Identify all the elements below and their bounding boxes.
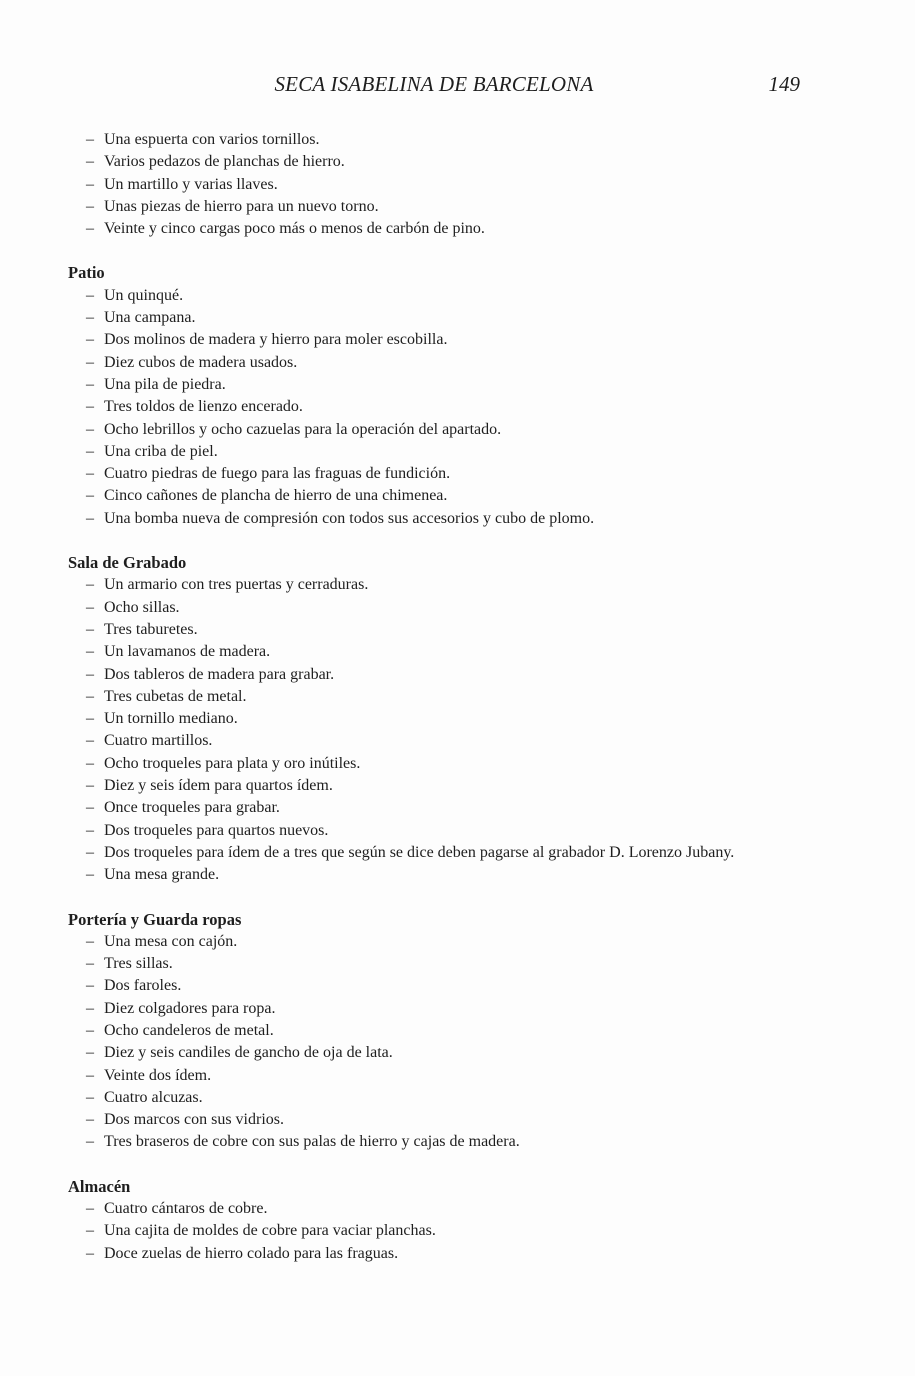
section-title: Almacén [68,1176,131,1196]
list-item-text: Once troqueles para grabar. [104,799,280,817]
list-item-text: Ocho troqueles para plata y oro inútiles. [104,754,361,772]
dash-bullet: – [86,866,94,884]
list-item [68,441,828,463]
dash-bullet: – [86,353,94,371]
list-item-text: Tres sillas. [104,955,173,973]
dash-bullet: – [86,1111,94,1129]
dash-bullet: – [86,620,94,638]
list-item [68,597,828,619]
dash-bullet: – [86,777,94,795]
list-item-text: Veinte y cinco cargas poco más o menos de carbón de pino. [104,220,485,238]
list-item [68,196,828,218]
dash-bullet: – [86,843,94,861]
list-item-text: Una pila de piedra. [104,375,226,393]
list-item-text: Veinte dos ídem. [104,1066,212,1084]
list-item-text: Cinco cañones de plancha de hierro de una chimenea. [104,487,448,505]
list-item-text: Dos marcos con sus vidrios. [104,1111,284,1129]
list-item-text: Diez cubos de madera usados. [104,353,298,371]
list-item [68,574,828,596]
list-item-text: Una campana. [104,309,196,327]
dash-bullet: – [86,1200,94,1218]
section-title: Portería y Guarda ropas [68,909,242,929]
list-item [68,352,828,374]
list-item [68,1042,828,1064]
list-item [68,1020,828,1042]
list-item [68,285,828,307]
dash-bullet: – [86,1066,94,1084]
running-head [68,72,800,102]
list-item [68,1131,828,1153]
list-item-text: Diez colgadores para ropa. [104,999,276,1017]
list-item [68,820,828,842]
list-item-text: Dos tableros de madera para grabar. [104,665,335,683]
list-item-text: Una bomba nueva de compresión con todos sus accesorios y cubo de plomo. [104,509,595,527]
list-item-text: Cuatro alcuzas. [104,1088,203,1106]
list-item-text: Cuatro martillos. [104,732,213,750]
list-item-text: Doce zuelas de hierro colado para las fraguas. [104,1244,399,1262]
dash-bullet: – [86,465,94,483]
dash-bullet: – [86,286,94,304]
dash-bullet: – [86,1088,94,1106]
list-item-text: Ocho candeleros de metal. [104,1021,274,1039]
list-item [68,730,828,752]
list-item-text: Un quinqué. [104,286,184,304]
dash-bullet: – [86,754,94,772]
dash-bullet: – [86,710,94,728]
list-item-text: Ocho sillas. [104,598,180,616]
running-title: SECA ISABELINA DE BARCELONA [274,72,594,96]
list-item-text: Tres toldos de lienzo encerado. [104,398,303,416]
list-item-text: Ocho lebrillos y ocho cazuelas para la operación del apartado. [104,420,502,438]
dash-bullet: – [86,687,94,705]
dash-bullet: – [86,576,94,594]
list-item-text: Varios pedazos de planchas de hierro. [104,153,345,171]
list-item [68,664,828,686]
inventory-section [68,552,828,886]
list-item [68,708,828,730]
list-item [68,998,828,1020]
list-item [68,463,828,485]
section-title: Patio [68,263,105,283]
dash-bullet: – [86,1133,94,1151]
list-item-text: Dos molinos de madera y hierro para moler escobilla. [104,331,448,349]
dash-bullet: – [86,598,94,616]
dash-bullet: – [86,398,94,416]
dash-bullet: – [86,1244,94,1262]
dash-bullet: – [86,420,94,438]
list-item-text: Cuatro cántaros de cobre. [104,1200,268,1218]
list-item [68,374,828,396]
dash-bullet: – [86,955,94,973]
list-item-text: Dos faroles. [104,977,182,995]
list-item [68,151,828,173]
list-item [68,485,828,507]
list-item-text: Un martillo y varias llaves. [104,175,278,193]
dash-bullet: – [86,197,94,215]
list-item [68,1198,828,1220]
inventory-section [68,1176,828,1265]
list-item-text: Dos troqueles para ídem de a tres que según se dice deben pagarse al grabador D. Lorenzo Jubany. [104,843,735,861]
list-item-text: Diez y seis candiles de gancho de oja de lata. [104,1044,393,1062]
inventory-section [68,909,828,1154]
list-item [68,174,828,196]
dash-bullet: – [86,175,94,193]
list-item [68,329,828,351]
list-item [68,1065,828,1087]
list-item [68,797,828,819]
list-item-text: Un lavamanos de madera. [104,643,271,661]
list-item [68,619,828,641]
dash-bullet: – [86,821,94,839]
dash-bullet: – [86,375,94,393]
list-item [68,975,828,997]
list-item-text: Una cajita de moldes de cobre para vaciar planchas. [104,1222,436,1240]
list-item-text: Unas piezas de hierro para un nuevo torno. [104,197,379,215]
dash-bullet: – [86,665,94,683]
inventory-section [68,262,828,530]
list-item [68,307,828,329]
list-item-text: Dos troqueles para quartos nuevos. [104,821,329,839]
dash-bullet: – [86,643,94,661]
inventory-list [68,129,828,1287]
list-item-text: Un tornillo mediano. [104,710,238,728]
list-item [68,129,828,151]
list-item [68,218,828,240]
list-item-text: Una criba de piel. [104,442,218,460]
list-item [68,1243,828,1265]
dash-bullet: – [86,1222,94,1240]
list-item-text: Una espuerta con varios tornillos. [104,131,320,148]
dash-bullet: – [86,309,94,327]
dash-bullet: – [86,220,94,238]
dash-bullet: – [86,732,94,750]
list-item [68,396,828,418]
page-number: 149 [768,72,800,96]
list-item-text: Tres taburetes. [104,620,198,638]
list-item [68,1087,828,1109]
list-item [68,864,828,886]
dash-bullet: – [86,977,94,995]
dash-bullet: – [86,999,94,1017]
dash-bullet: – [86,509,94,527]
list-item-text: Tres cubetas de metal. [104,687,247,705]
section-title: Sala de Grabado [68,553,187,573]
list-item-text: Una mesa con cajón. [104,932,238,950]
list-item [68,1220,828,1242]
list-item-text: Una mesa grande. [104,866,220,884]
list-item-text: Un armario con tres puertas y cerraduras. [104,576,369,594]
dash-bullet: – [86,932,94,950]
dash-bullet: – [86,1044,94,1062]
list-item-text: Tres braseros de cobre con sus palas de hierro y cajas de madera. [104,1133,520,1151]
list-item [68,641,828,663]
dash-bullet: – [86,153,94,171]
list-item [68,419,828,441]
list-item [68,775,828,797]
dash-bullet: – [86,331,94,349]
dash-bullet: – [86,131,94,148]
dash-bullet: – [86,442,94,460]
list-item [68,842,828,864]
inventory-section [68,129,828,240]
list-item [68,931,828,953]
dash-bullet: – [86,799,94,817]
dash-bullet: – [86,1021,94,1039]
list-item [68,686,828,708]
list-item-text: Diez y seis ídem para quartos ídem. [104,777,333,795]
list-item [68,753,828,775]
list-item [68,508,828,530]
list-item-text: Cuatro piedras de fuego para las fraguas de fundición. [104,465,451,483]
dash-bullet: – [86,487,94,505]
list-item [68,1109,828,1131]
list-item [68,953,828,975]
